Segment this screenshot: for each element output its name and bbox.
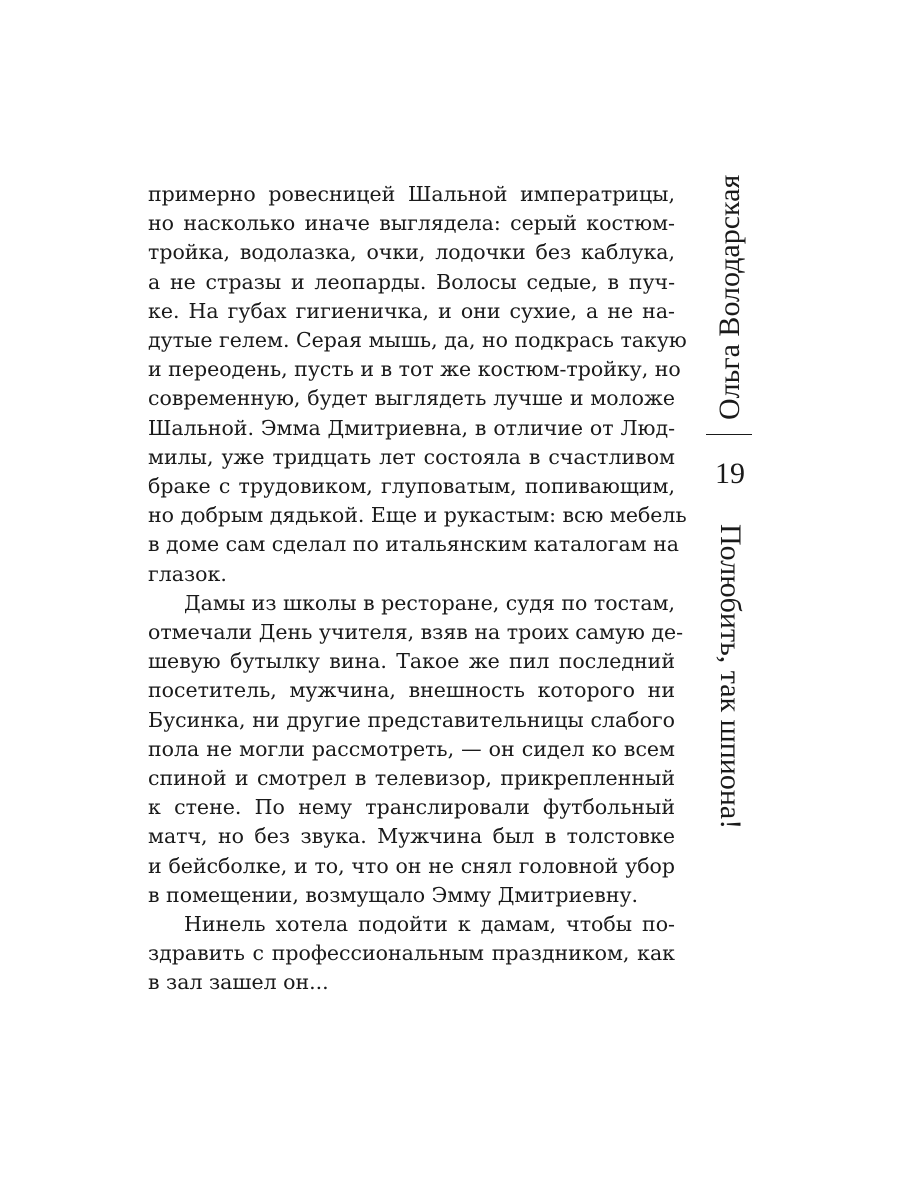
text-line: спиной и смотрел в телевизор, прикрепленный xyxy=(148,766,675,791)
paragraph-3 xyxy=(148,910,675,998)
text-line: примерно ровесницей Шальной императрицы, xyxy=(148,182,675,206)
text-line: а не стразы и леопарды. Волосы седые, в пуч- xyxy=(148,269,675,294)
text-line: милы, уже тридцать лет состояла в счастливом xyxy=(148,444,675,469)
text-line: тройка, водолазка, очки, лодочки без каблука, xyxy=(148,240,675,265)
text-line: к стене. По нему транслировали футбольный xyxy=(148,795,675,820)
text-line: Бусинка, ни другие представительницы слабого xyxy=(148,707,675,732)
text-line: современную, будет выглядеть лучше и моложе xyxy=(148,386,675,411)
running-head-book-title: Полюбить, так шпиона! xyxy=(714,524,747,830)
page-number: 19 xyxy=(715,457,745,490)
running-head-author: Ольга Володарская xyxy=(713,174,746,420)
text-line: шевую бутылку вина. Такое же пил последний xyxy=(148,649,675,674)
paragraph-1 xyxy=(148,180,687,589)
text-line: но насколько иначе выглядела: серый костюм- xyxy=(148,211,675,236)
text-line: Шальной. Эмма Дмитриевна, в отличие от Люд- xyxy=(148,415,675,440)
text-line: отмечали День учителя, взяв на троих самую де- xyxy=(148,620,684,645)
text-line: браке с трудовиком, глуповатым, попивающим, xyxy=(148,474,675,499)
text-line: Нинель хотела подойти к дамам, чтобы по- xyxy=(184,912,675,937)
text-line: матч, но без звука. Мужчина был в толстовке xyxy=(148,824,675,849)
text-line: пола не могли рассмотреть, — он сидел ко всем xyxy=(148,736,675,761)
text-line: ке. На губах гигиеничка, и они сухие, а не на- xyxy=(148,298,675,323)
text-line: но добрым дядькой. Еще и рукастым: всю мебель xyxy=(148,503,687,528)
text-line: посетитель, мужчина, внешность которого ни xyxy=(148,678,675,703)
body-text xyxy=(148,180,687,998)
text-line: и переодень, пусть и в тот же костюм-тройку, но xyxy=(148,357,681,382)
text-line: в доме сам сделал по итальянским каталогам на xyxy=(148,532,680,557)
text-line: и бейсболке, и то, что он не снял головной убор xyxy=(148,853,675,878)
text-line: в помещении, возмущало Эмму Дмитриевну. xyxy=(148,882,639,907)
text-line: Дамы из школы в ресторане, судя по тостам, xyxy=(184,590,676,615)
text-line: глазок. xyxy=(148,561,227,586)
text-line: здравить с профессиональным праздником, как xyxy=(148,941,675,966)
text-line: дутые гелем. Серая мышь, да, но подкрась такую xyxy=(148,328,687,353)
paragraph-2 xyxy=(148,589,684,910)
text-line: в зал зашел он... xyxy=(148,970,329,995)
running-head-divider xyxy=(706,434,752,435)
